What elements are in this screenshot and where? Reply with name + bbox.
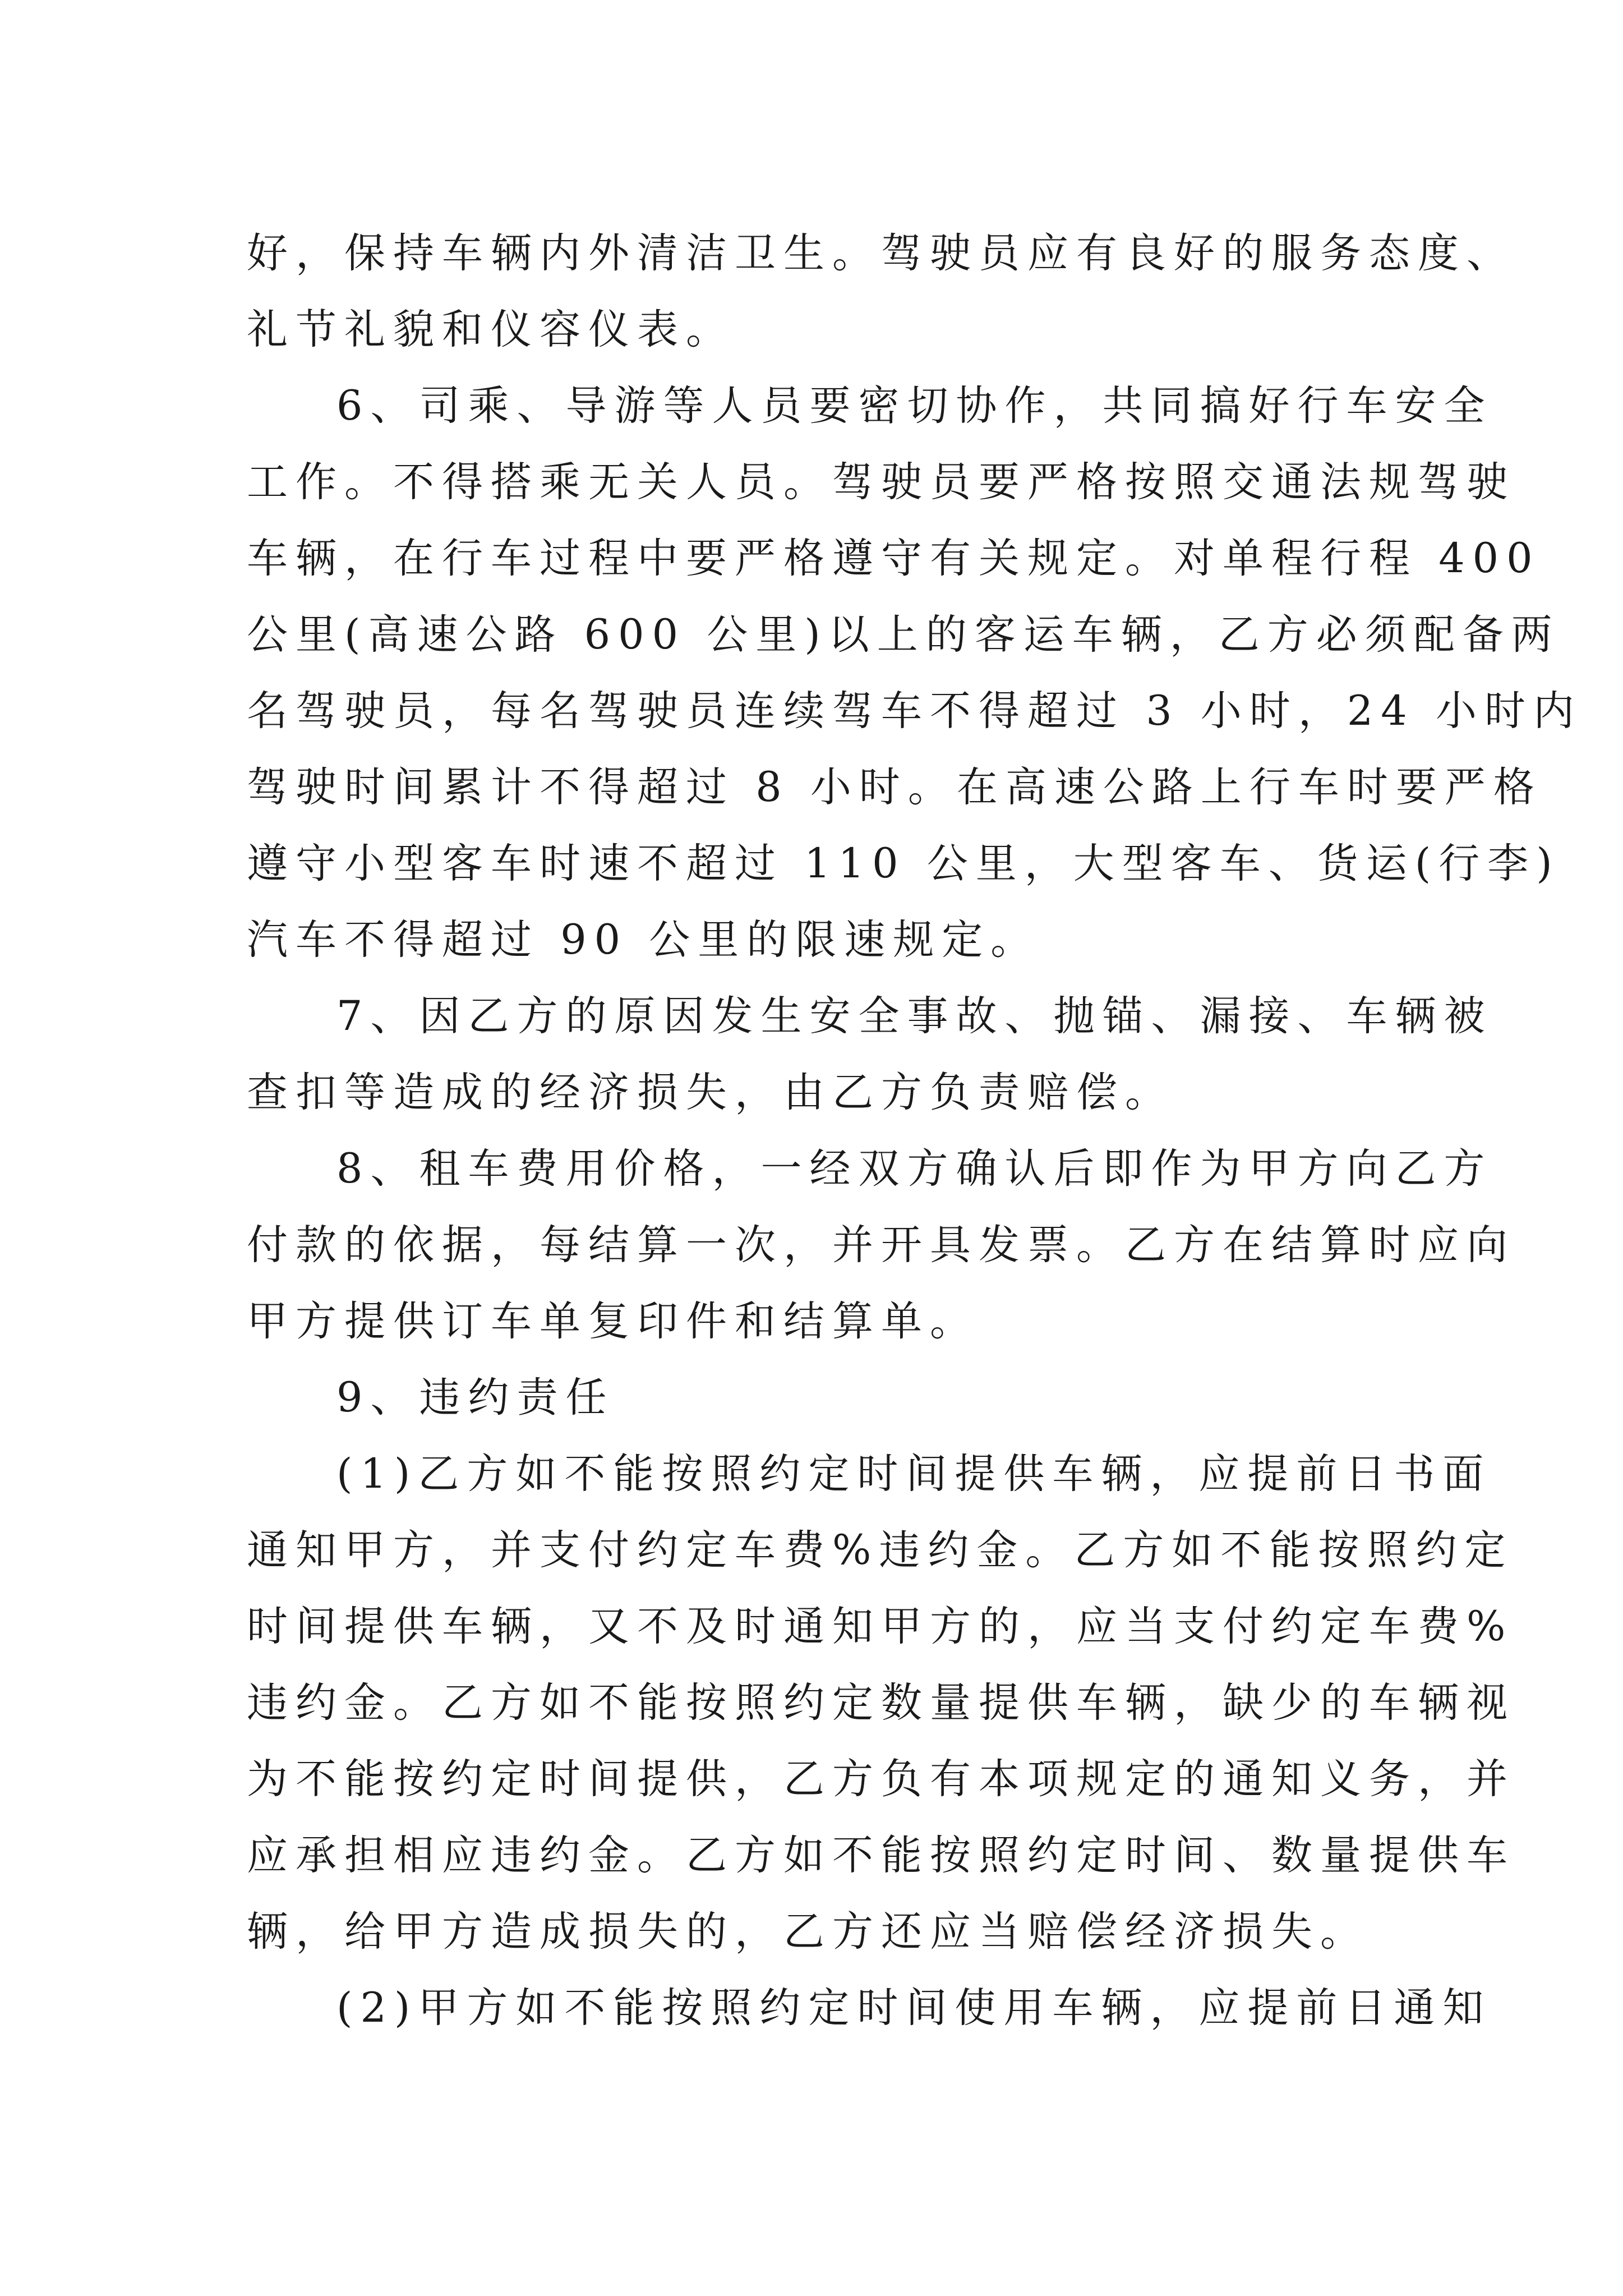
text-line: 时间提供车辆，又不及时通知甲方的，应当支付约定车费%: [247, 1603, 1514, 1650]
paragraph-6-start: 6、司乘、导游等人员要密切协作，共同搞好行车安全: [336, 382, 1493, 430]
paragraph-7-start: 7、因乙方的原因发生安全事故、抛锚、漏接、车辆被: [336, 992, 1493, 1040]
text-line: 查扣等造成的经济损失，由乙方负责赔偿。: [247, 1069, 1174, 1116]
text-line: 应承担相应违约金。乙方如不能按照约定时间、数量提供车: [247, 1832, 1515, 1879]
text-line: 工作。不得搭乘无关人员。驾驶员要严格按照交通法规驾驶: [247, 458, 1515, 506]
section-heading-9: 9、违约责任: [336, 1374, 615, 1421]
clause-1-start: (1)乙方如不能按照约定时间提供车辆，应提前日书面: [336, 1450, 1492, 1498]
text-line: 好，保持车辆内外清洁卫生。驾驶员应有良好的服务态度、: [247, 229, 1515, 277]
text-line: 为不能按约定时间提供，乙方负有本项规定的通知义务，并: [247, 1755, 1515, 1803]
text-line: 驾驶时间累计不得超过 8 小时。在高速公路上行车时要严格: [247, 763, 1542, 811]
text-line: 辆，给甲方造成损失的，乙方还应当赔偿经济损失。: [247, 1908, 1369, 1955]
text-line: 汽车不得超过 90 公里的限速规定。: [247, 916, 1040, 964]
paragraph-8-start: 8、租车费用价格，一经双方确认后即作为甲方向乙方: [336, 1145, 1493, 1193]
text-line: 遵守小型客车时速不超过 110 公里，大型客车、货运(行李): [247, 840, 1560, 887]
text-line: 公里(高速公路 600 公里)以上的客运车辆，乙方必须配备两: [247, 611, 1560, 659]
text-line: 礼节礼貌和仪容仪表。: [247, 306, 735, 353]
text-line: 通知甲方，并支付约定车费%违约金。乙方如不能按照约定: [247, 1526, 1514, 1574]
text-line: 付款的依据，每结算一次，并开具发票。乙方在结算时应向: [247, 1221, 1515, 1269]
text-line: 甲方提供订车单复印件和结算单。: [247, 1297, 979, 1345]
text-line: 违约金。乙方如不能按照约定数量提供车辆，缺少的车辆视: [247, 1679, 1515, 1727]
clause-2-start: (2)甲方如不能按照约定时间使用车辆，应提前日通知: [336, 1984, 1492, 2032]
text-line: 车辆，在行车过程中要严格遵守有关规定。对单程行程 400: [247, 535, 1541, 582]
text-line: 名驾驶员，每名驾驶员连续驾车不得超过 3 小时，24 小时内: [247, 687, 1582, 735]
